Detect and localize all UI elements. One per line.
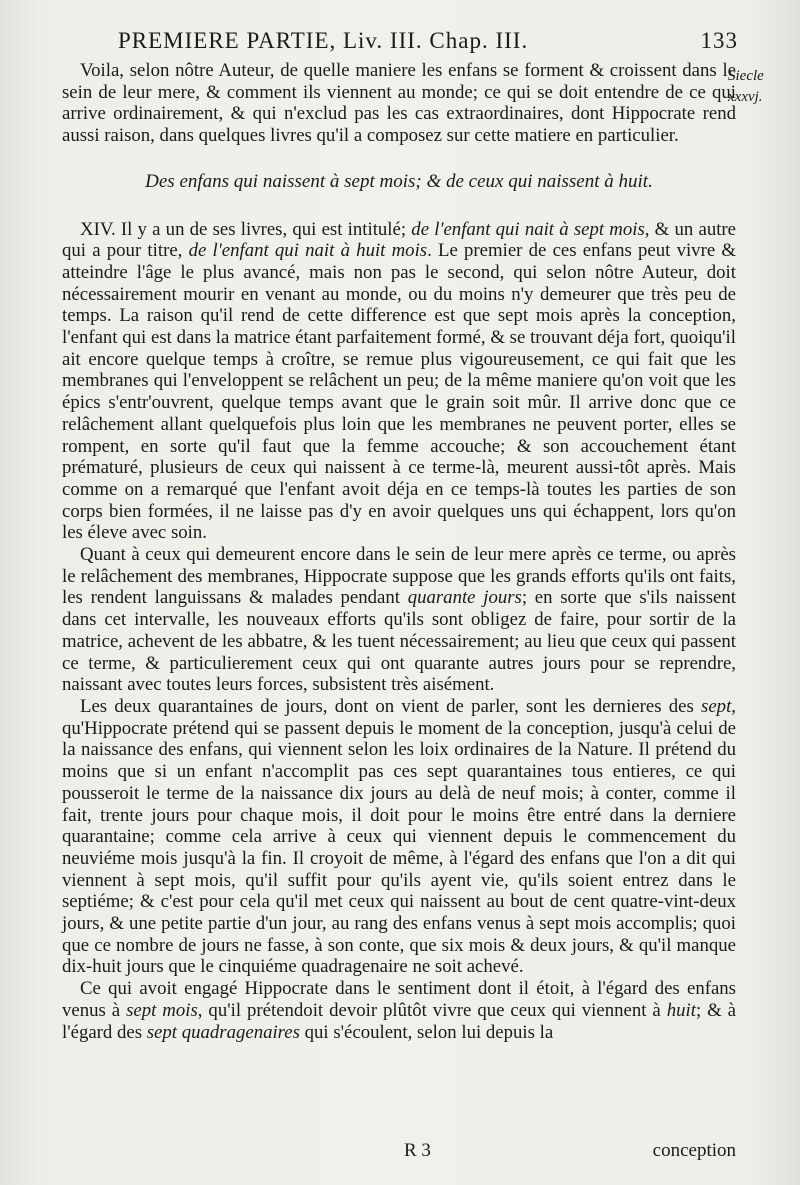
section-subheading: Des enfans qui naissent à sept mois; & de ceux qui naissent à huit. <box>145 170 653 192</box>
text-run: , & un autre qui a pour titre, <box>62 218 737 262</box>
page-body <box>62 60 736 1043</box>
paragraph-3 <box>62 696 736 978</box>
text-run: . Le premier de ces enfans peut vivre & atteindre l'âge le plus avancé, mais non pas le second, qui selon nôtre Auteur, doit nécessairement mourir en venant au monde, ou du moins n'y demeurer que très peu de temps. La raison qu'il rend de cette difference est que sept mois après la conception, l'enfant qui est dans la matrice étant parfaitement formé, & se trouvant déja fort, quoiqu'il ait encore quelque temps à croître, se remue plus vigoureusement, ce qui fait que les membranes qui l'enveloppent se relâchent un peu; de la même maniere qu'on voit que les épics s'entr'ouvrent, quelque temps avant que le grain soit mûr. Il arrive donc que ce relâchement allant quelquefois plus loin que les membranes ne peuvent porter, elles se rompent, en sorte qu'il faut que la femme accouche; & son accouchement étant prématuré, plusieurs de ceux qui naissent à ce terme-là, meurent aussi-tôt après. Mais comme on a remarqué que l'enfant avoit déja en ce temps-là toutes les parties de son corps bien formées, il ne laisse pas d'y en avoir quelques uns qui échappent, lors qu'on les éleve avec soin. <box>62 240 736 544</box>
catchword: conception <box>652 1140 736 1161</box>
emphasis: sept <box>701 695 732 717</box>
margin-note-line-2: xxxvj. <box>728 89 763 105</box>
text-run: Il y a un de ses livres, qui est intitulé; <box>120 218 412 240</box>
signature-mark: R 3 <box>404 1140 431 1161</box>
margin-note <box>728 66 794 108</box>
text-run: Quant à ceux qui demeurent encore dans le sein de leur mere après ce terme, ou après le relâchement des membranes, Hippocrate suppose que les grands efforts qu'ils ont faits, les rendent languissans & malades pendant <box>62 544 736 609</box>
emphasis: sept quadragenaires <box>146 1021 300 1043</box>
book-title-2: de l'enfant qui nait à huit mois <box>188 240 428 262</box>
text-run: Ce qui avoit engagé Hippocrate dans le sentiment dont il étoit, à l'égard des enfans venus à <box>62 978 736 1021</box>
emphasis: huit <box>666 999 696 1021</box>
page-header <box>118 28 738 58</box>
page-footer <box>62 1140 736 1164</box>
section-paragraph-1 <box>62 219 736 545</box>
paragraph-4 <box>62 978 736 1043</box>
text-run: qui s'écoulent, selon lui depuis la <box>299 1021 554 1043</box>
margin-note-line-1: Siecle <box>728 68 764 84</box>
intro-paragraph: Voila, selon nôtre Auteur, de quelle maniere les enfans se forment & croissent dans le sein de leur mere, & comment ils viennent au monde; ce qui se doit entendre de ce qui arrive ordinairement, & qui n'exclud pas les cas extraordinaires, dont Hippocrate rend aussi raison, dans quelques livres qu'il a composez sur cette matiere en particulier. <box>62 60 736 147</box>
text-run: ; & à l'égard des <box>62 999 737 1043</box>
text-run: ; en sorte que s'ils naissent dans cet intervalle, les nouveaux efforts qu'ils sont obligez de faire, pour sortir de la matrice, achevent de les abbatre, & les tuent nécessairement; au lieu que ceux qui passent ce terme, & particulierement ceux qui ont quarante autres jours pour se reprendre, naissant avec toutes leurs forces, subsistent très aisément. <box>62 587 736 696</box>
running-head: PREMIERE PARTIE, Liv. III. Chap. III. <box>118 28 529 53</box>
section-number: XIV. <box>80 218 116 240</box>
book-title-1: de l'enfant qui nait à sept mois <box>411 218 645 240</box>
emphasis: sept mois <box>126 999 198 1021</box>
text-run: , qu'Hippocrate prétend qui se passent depuis le moment de la conception, jusqu'à celui de la naissance des enfans, qui viennent selon les loix ordinaires de la Nature. Il prétend du moins que si un enfant n'accomplit pas ces sept quarantaines tous entieres, ce qui pousseroit le terme de la naissance dix jours au delà de neuf mois; à conter, comme il fait, trente jours pour chaque mois, il doit pour le moins être entré dans la derniere quarantaine; comme cela arrive à ceux qui viennent depuis le commencement du neuviéme mois jusqu'à la fin. Il croyoit de même, à l'égard des enfans que l'on a dit qui viennent à sept mois, qu'il suffit pour qu'ils ayent vie, qu'ils soient entrez dans le septiéme; & c'est pour cela qu'il met ceux qui naissent au bout de cent quatre-vint-deux jours, & une petite partie d'un jour, au rang des enfans venus à sept mois accomplis; quoi que ce nombre de jours ne fasse, à son conte, que six mois & deux jours, & qu'il manque dix-huit jours que le cinquiéme quadragenaire ne soit achevé. <box>62 695 736 978</box>
emphasis: quarante jours <box>407 587 522 609</box>
text-run: , qu'il prétendoit devoir plûtôt vivre que ceux qui viennent à <box>197 999 667 1021</box>
page-number: 133 <box>700 28 738 53</box>
text-run: Les deux quarantaines de jours, dont on vient de parler, sont les dernieres des <box>80 695 702 717</box>
paragraph-2 <box>62 544 736 696</box>
